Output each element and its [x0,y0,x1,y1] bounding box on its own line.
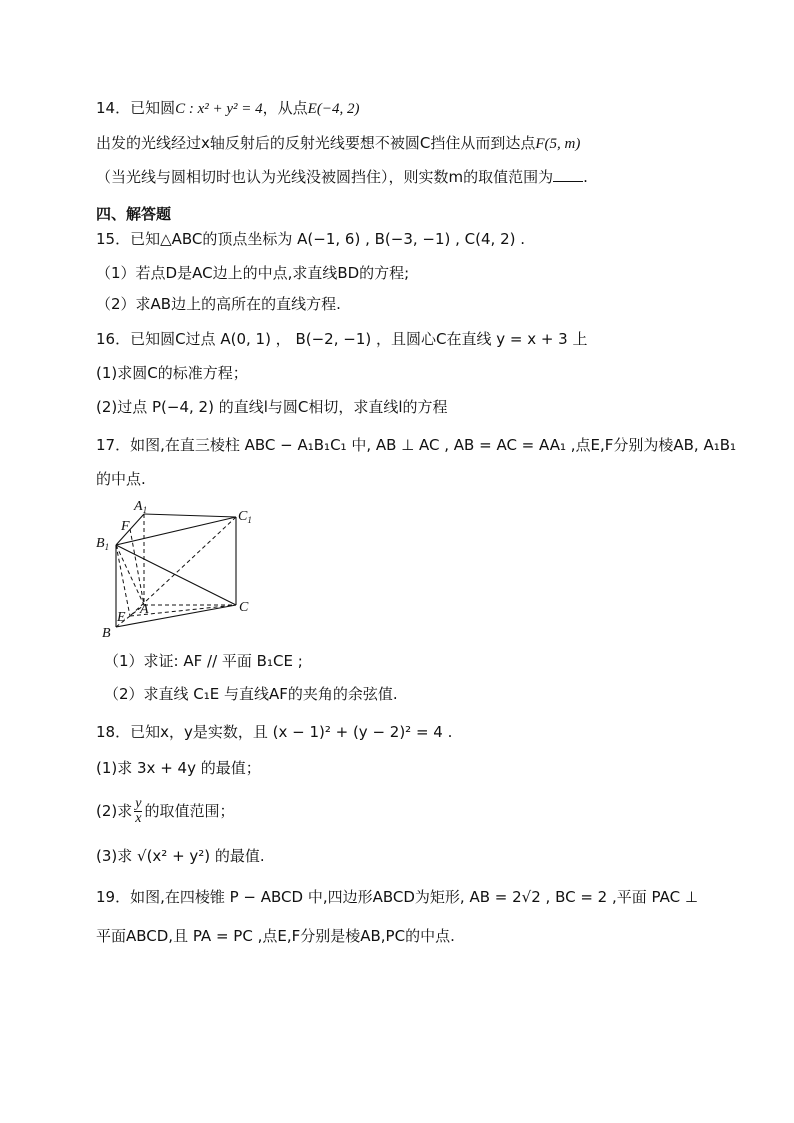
label-C: C [239,600,249,615]
q14-end: . [583,168,588,186]
section-heading: 四、解答题 [96,205,172,223]
q19-stem: 19．如图,在四棱锥 P − ABCD 中,四边形ABCD为矩形, AB = 2√2 , BC = 2 ,平面 PAC ⊥ [96,888,698,906]
fraction-denominator: x [135,811,142,826]
q15-stem: 15．已知△ABC的顶点坐标为 A(−1, 6) , B(−3, −1) , C(4, 2) . [96,230,526,248]
label-A: A [140,602,149,617]
q17-stem: 17．如图,在直三棱柱 ABC − A₁B₁C₁ 中, AB ⊥ AC , AB = AC = AA₁ ,点E,F分别为棱AB, A₁B₁ [96,436,737,454]
prism-figure [92,497,262,647]
label-C1: $C_1$ [238,509,252,525]
q14-mid: ，从点 [262,99,308,117]
q17-part1: （1）求证: AF // 平面 B₁CE ; [104,652,303,670]
q16-part1: (1)求圆C的标准方程； [96,364,248,382]
q14-prefix: 14．已知圆 [96,99,176,117]
q18-part1: (1)求 3x + 4y 的最值； [96,759,261,777]
q17-part2: （2）求直线 C₁E 与直线AF的夹角的余弦值. [104,685,398,703]
q19-stem-cont: 平面ABCD,且 PA = PC ,点E,F分别是棱AB,PC的中点. [96,927,455,945]
q14-line3: （当光线与圆相切时也认为光线没被圆挡住），则实数m的取值范围为 [96,168,554,186]
fraction-y-over-x [134,797,142,826]
q16-part2: (2)过点 P(−4, 2) 的直线l与圆C相切，求直线l的方程 [96,398,448,416]
q17-stem-cont: 的中点. [96,470,146,488]
q14-line2: 出发的光线经过x轴反射后的反射光线要想不被圆C挡住从而到达点 [96,134,536,152]
label-F: F [121,519,130,534]
q14-point-e: E(−4, 2) [307,101,360,117]
q16-stem: 16．已知圆C过点 A(0, 1) ， B(−2, −1) ，且圆心C在直线 y = x + 3 上 [96,330,588,348]
fraction-numerator: y [135,796,142,811]
q14-point-f: F(5, m) [535,136,581,152]
q15-part1: （1）若点D是AC边上的中点,求直线BD的方程; [96,264,410,282]
label-B: B [102,626,111,641]
label-B1: $B_1$ [96,536,110,552]
q15-part2: （2）求AB边上的高所在的直线方程. [96,295,341,313]
q14-circle-equation: C : x² + y² = 4 [175,101,263,117]
label-E: E [117,610,126,625]
q18-part3: (3)求 √(x² + y²) 的最值. [96,847,265,865]
q18-part2-post: 的取值范围； [144,802,235,820]
answer-blank [553,167,583,182]
label-A1: $A_1$ [134,499,148,515]
q18-stem: 18．已知x，y是实数，且 (x − 1)² + (y − 2)² = 4 . [96,723,453,741]
q18-part2-pre: (2)求 [96,802,133,820]
